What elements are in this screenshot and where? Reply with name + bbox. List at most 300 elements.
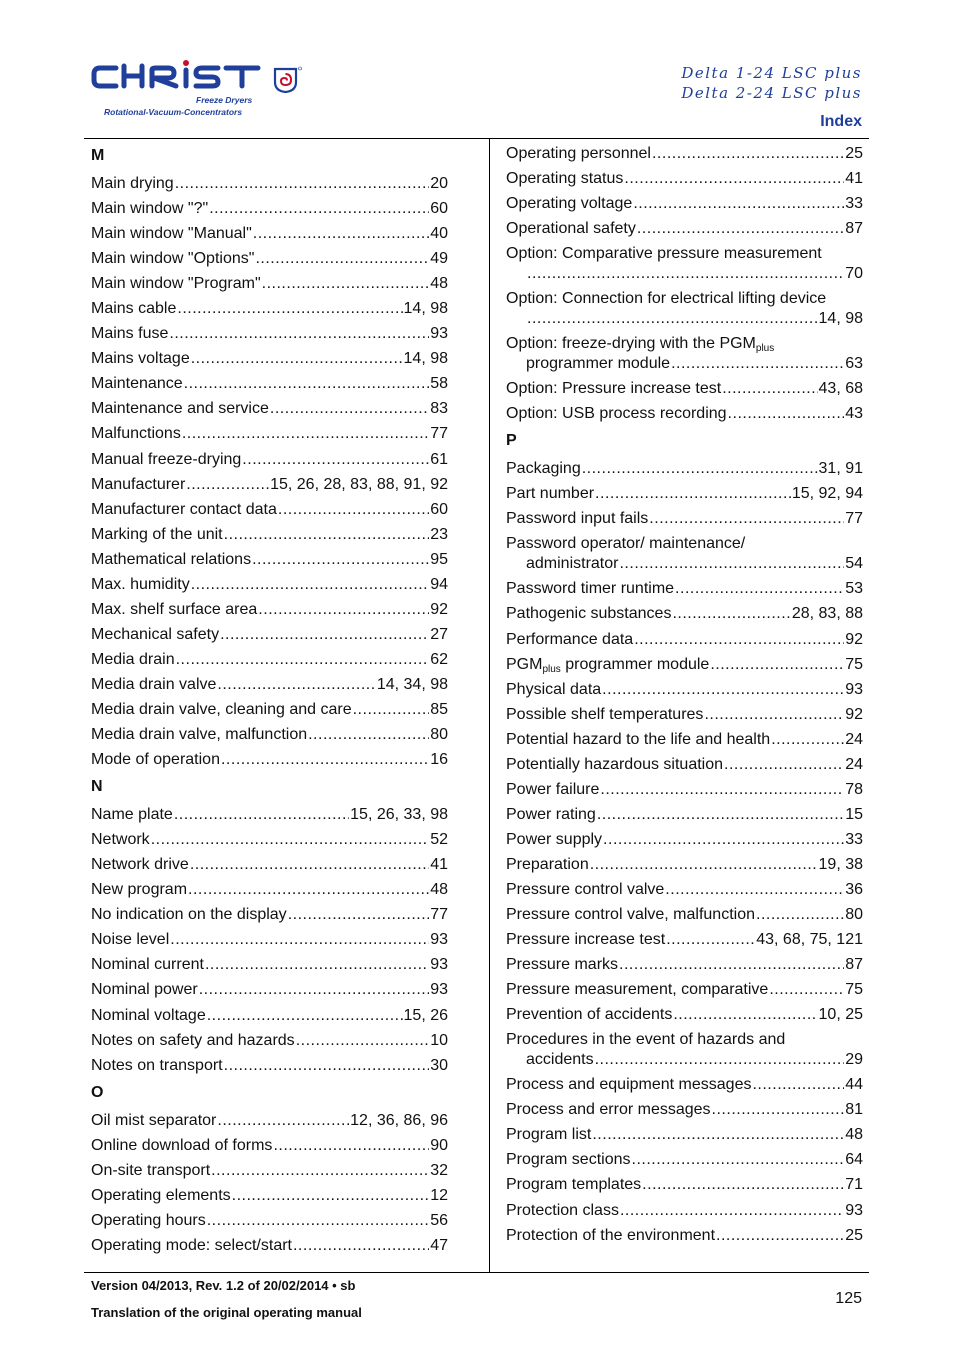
dot-leader xyxy=(270,399,429,419)
dot-leader xyxy=(211,1161,429,1181)
index-entry-pages: 54 xyxy=(845,555,863,573)
index-entry-term-text: Possible shelf temperatures xyxy=(506,705,704,723)
index-entry-pages: 48 xyxy=(845,1126,863,1144)
index-entry xyxy=(506,1030,863,1075)
index-entry-term-text: Nominal current xyxy=(91,956,204,974)
dot-leader xyxy=(221,750,429,770)
index-entry-pages: 93 xyxy=(430,931,448,949)
index-entry-term xyxy=(91,299,176,319)
index-entry-term xyxy=(506,630,633,650)
index-entry-term xyxy=(91,249,254,269)
index-entry-term-text: Main window "Options" xyxy=(91,250,255,268)
index-entry-term xyxy=(91,324,168,344)
index-entry-term xyxy=(506,1030,863,1050)
dot-leader xyxy=(176,650,430,670)
index-entry-term-text: Process and error messages xyxy=(506,1101,711,1119)
dot-leader xyxy=(191,349,403,369)
index-entry xyxy=(91,174,448,199)
dot-leader xyxy=(619,554,844,574)
dot-leader xyxy=(671,354,844,374)
index-entry-term-text: Network xyxy=(91,831,150,849)
dot-leader xyxy=(632,1150,845,1170)
index-entry-term-text: Part number xyxy=(506,485,595,503)
index-entry xyxy=(506,604,863,629)
index-entry-term xyxy=(91,750,220,770)
index-entry-pages: 15, 26, 33, 98 xyxy=(350,806,448,824)
footer-divider xyxy=(84,1272,869,1273)
index-entry-term xyxy=(506,1175,641,1195)
index-entry xyxy=(91,1006,448,1031)
index-entry xyxy=(506,780,863,805)
dot-leader xyxy=(255,249,429,269)
index-entry-pages: 48 xyxy=(430,275,448,293)
index-entry-term xyxy=(91,855,189,875)
index-entry xyxy=(506,855,863,880)
dot-leader xyxy=(769,980,844,1000)
index-entry xyxy=(91,805,448,830)
index-entry-term xyxy=(506,805,596,825)
index-entry xyxy=(91,575,448,600)
dot-leader xyxy=(620,1201,844,1221)
index-entry-term-text: Max. shelf surface area xyxy=(91,600,258,618)
index-entry-pages: 90 xyxy=(430,1136,448,1154)
index-entry xyxy=(506,484,863,509)
index-entry-term-text: Media drain valve, malfunction xyxy=(91,726,308,744)
dot-leader xyxy=(673,1005,817,1025)
dot-leader xyxy=(353,700,430,720)
index-entry-term xyxy=(91,424,181,444)
index-entry-term-text: Operating elements xyxy=(91,1186,231,1204)
index-entry-term-text: Protection class xyxy=(506,1201,619,1219)
index-column-right xyxy=(506,144,863,1251)
dot-leader xyxy=(186,475,269,495)
dot-leader xyxy=(712,1100,845,1120)
index-entry-term xyxy=(91,700,352,720)
dot-leader xyxy=(175,174,430,194)
index-entry xyxy=(506,1201,863,1226)
index-entry-continuation xyxy=(506,1050,863,1070)
index-entry-term xyxy=(506,1075,751,1095)
index-entry-term xyxy=(506,244,863,264)
footer-translation: Translation of the original operating manual xyxy=(91,1305,362,1320)
dot-leader xyxy=(602,680,844,700)
index-entry-term xyxy=(506,1125,591,1145)
index-entry-term-text: Mains cable xyxy=(91,300,177,318)
index-entry-pages: 12, 36, 86, 96 xyxy=(350,1111,448,1129)
dot-leader xyxy=(293,1236,429,1256)
index-entry-pages: 15, 26 xyxy=(403,1006,448,1024)
index-entry-term xyxy=(506,169,623,189)
index-entry-term xyxy=(91,955,204,975)
index-entry-term xyxy=(506,1005,672,1025)
index-entry-pages: 77 xyxy=(430,425,448,443)
index-entry-term-text: Password operator/ maintenance/ xyxy=(506,535,746,553)
index-entry-pages: 25 xyxy=(845,1226,863,1244)
index-entry xyxy=(506,1005,863,1030)
index-entry-term xyxy=(91,675,216,695)
index-entry-term-text: Preparation xyxy=(506,855,589,873)
index-entry xyxy=(506,930,863,955)
index-entry xyxy=(91,399,448,424)
index-entry-term-text: Maintenance and service xyxy=(91,400,269,418)
index-entry-term xyxy=(91,830,150,850)
index-entry xyxy=(91,475,448,500)
index-entry-pages: 60 xyxy=(430,500,448,518)
index-entry xyxy=(506,1125,863,1150)
index-entry-term xyxy=(506,705,703,725)
index-entry-term-text: Media drain valve xyxy=(91,675,217,693)
index-entry-pages: 30 xyxy=(430,1056,448,1074)
index-entry-pages: 32 xyxy=(430,1161,448,1179)
index-entry xyxy=(506,1075,863,1100)
index-entry-term-text: Program sections xyxy=(506,1151,631,1169)
dot-leader xyxy=(190,855,429,875)
index-entry-term xyxy=(506,655,709,675)
index-entry xyxy=(91,600,448,625)
index-entry-term xyxy=(91,725,307,745)
index-entry-term xyxy=(506,534,863,554)
dot-leader xyxy=(649,509,844,529)
index-entry xyxy=(506,905,863,930)
index-entry-term-text: Online download of forms xyxy=(91,1136,273,1154)
index-entry xyxy=(91,700,448,725)
dot-leader xyxy=(637,219,844,239)
index-entry-term-continued: accidents xyxy=(526,1051,594,1069)
index-entry-pages: 28, 83, 88 xyxy=(791,605,863,623)
dot-leader xyxy=(603,830,844,850)
index-entry xyxy=(506,579,863,604)
index-entry-term xyxy=(91,274,261,294)
dot-leader xyxy=(217,675,375,695)
index-entry-term xyxy=(91,1056,223,1076)
index-entry-term-text: Marking of the unit xyxy=(91,525,223,543)
index-entry-pages: 92 xyxy=(430,600,448,618)
dot-leader xyxy=(724,755,844,775)
index-entry-term xyxy=(506,509,648,529)
index-entry-term xyxy=(91,905,287,925)
index-entry-pages: 77 xyxy=(845,510,863,528)
dot-leader xyxy=(220,625,429,645)
index-entry-pages: 63 xyxy=(845,355,863,373)
index-entry-pages: 93 xyxy=(430,981,448,999)
index-entry xyxy=(91,1031,448,1056)
index-entry xyxy=(91,1136,448,1161)
index-entry-continuation xyxy=(506,264,863,284)
index-entry-term-text: Notes on transport xyxy=(91,1056,223,1074)
index-entry-term-text: Option: USB process recording xyxy=(506,405,727,423)
index-entry-term xyxy=(91,930,169,950)
index-entry xyxy=(91,1056,448,1081)
index-entry xyxy=(91,625,448,650)
index-entry-pages: 19, 38 xyxy=(818,855,863,873)
index-entry-term-text: Manufacturer contact data xyxy=(91,500,277,518)
dot-leader xyxy=(224,1056,430,1076)
index-entry-pages: 94 xyxy=(430,575,448,593)
index-entry xyxy=(91,199,448,224)
dot-leader xyxy=(756,905,844,925)
dot-leader xyxy=(595,484,791,504)
index-entry-pages: 95 xyxy=(430,550,448,568)
index-entry-term xyxy=(506,830,602,850)
dot-leader xyxy=(288,905,430,925)
index-entry-term-text: Operating mode: select/start xyxy=(91,1236,292,1254)
index-entry-pages: 93 xyxy=(430,956,448,974)
index-entry xyxy=(91,349,448,374)
index-entry-pages: 44 xyxy=(845,1076,863,1094)
index-entry-term-text: Max. humidity xyxy=(91,575,190,593)
index-entry xyxy=(91,650,448,675)
index-entry-pages: 15, 26, 28, 83, 88, 91, 92 xyxy=(270,475,448,493)
index-entry xyxy=(506,980,863,1005)
index-entry-pages: 52 xyxy=(430,831,448,849)
index-entry-pages: 23 xyxy=(430,525,448,543)
index-entry-pages: 78 xyxy=(845,780,863,798)
dot-leader xyxy=(771,730,844,750)
index-entry xyxy=(91,424,448,449)
index-entry-term xyxy=(506,334,863,354)
dot-leader xyxy=(308,725,429,745)
dot-leader xyxy=(634,630,844,650)
dot-leader xyxy=(273,1136,429,1156)
index-letter-heading: P xyxy=(506,432,517,450)
dot-leader xyxy=(207,1211,429,1231)
index-entry-pages: 58 xyxy=(430,375,448,393)
index-entry-term-text: Pressure measurement, comparative xyxy=(506,981,769,999)
index-entry-term xyxy=(506,980,768,1000)
index-entry-term xyxy=(91,399,269,419)
dot-leader xyxy=(217,1111,349,1131)
dot-leader xyxy=(278,500,429,520)
index-entry-term-text: Pressure control valve, malfunction xyxy=(506,906,755,924)
index-entry-pages: 75 xyxy=(845,981,863,999)
index-entry-term-text: New program xyxy=(91,881,188,899)
index-entry-term-text: Program list xyxy=(506,1126,592,1144)
index-entry-pages: 62 xyxy=(430,650,448,668)
dot-leader xyxy=(151,830,430,850)
index-entry-pages: 15 xyxy=(845,805,863,823)
index-entry-pages: 81 xyxy=(845,1101,863,1119)
index-entry-term-text: Protection of the environment xyxy=(506,1226,716,1244)
index-entry-term-text: Manual freeze-drying xyxy=(91,450,242,468)
index-entry-pages: 33 xyxy=(845,195,863,213)
dot-leader xyxy=(242,450,429,470)
section-title: Index xyxy=(820,113,862,130)
index-entry-term xyxy=(91,600,257,620)
index-entry-term xyxy=(506,955,618,975)
index-entry xyxy=(91,980,448,1005)
index-entry-term xyxy=(506,579,674,599)
index-entry-term xyxy=(506,194,632,214)
index-entry-term-text: Media drain xyxy=(91,650,175,668)
index-entry-pages: 14, 98 xyxy=(403,350,448,368)
index-entry-term xyxy=(91,525,223,545)
index-entry-term xyxy=(91,1111,216,1131)
index-entry-term-text: Oil mist separator xyxy=(91,1111,217,1129)
dot-leader xyxy=(252,550,429,570)
index-entry xyxy=(506,379,863,404)
index-entry xyxy=(91,830,448,855)
index-entry-continuation xyxy=(506,554,863,574)
index-entry-term xyxy=(506,905,755,925)
index-entry-term-text: Pressure increase test xyxy=(506,931,666,949)
index-entry-pages: 83 xyxy=(430,400,448,418)
index-entry xyxy=(91,525,448,550)
dot-leader xyxy=(666,930,755,950)
index-entry-term-text: Notes on safety and hazards xyxy=(91,1031,295,1049)
index-entry-pages: 87 xyxy=(845,956,863,974)
dot-leader xyxy=(582,459,818,479)
index-entry-pages: 64 xyxy=(845,1151,863,1169)
index-entry-term xyxy=(91,500,277,520)
index-entry-term xyxy=(91,199,208,219)
dot-leader xyxy=(675,579,844,599)
index-entry-term xyxy=(506,880,664,900)
index-entry-pages: 71 xyxy=(845,1176,863,1194)
index-entry-pages: 14, 34, 98 xyxy=(376,675,448,693)
index-entry-term-text: Option: Comparative pressure measurement xyxy=(506,245,822,263)
index-entry-term-text: Main window "Program" xyxy=(91,275,261,293)
dot-leader xyxy=(182,424,429,444)
index-entry-term-text: Manufacturer xyxy=(91,475,186,493)
index-entry-term xyxy=(506,459,581,479)
index-entry-pages: 36 xyxy=(845,880,863,898)
index-entry xyxy=(506,880,863,905)
index-entry-term xyxy=(506,780,599,800)
index-entry xyxy=(506,244,863,289)
dot-leader xyxy=(188,880,429,900)
index-entry-term-text: Program templates xyxy=(506,1176,642,1194)
index-entry-pages: 93 xyxy=(430,325,448,343)
dot-leader xyxy=(209,199,429,219)
index-entry xyxy=(506,755,863,780)
index-entry xyxy=(506,830,863,855)
index-entry-term xyxy=(91,1031,295,1051)
dot-leader xyxy=(174,805,349,825)
index-entry xyxy=(91,905,448,930)
index-entry-term-text: Power rating xyxy=(506,805,596,823)
index-entry-term xyxy=(91,1186,231,1206)
index-entry-term xyxy=(506,604,671,624)
dot-leader xyxy=(590,855,818,875)
index-entry-pages: 31, 91 xyxy=(818,460,863,478)
dot-leader xyxy=(665,880,844,900)
index-entry-term-text: Operating hours xyxy=(91,1211,206,1229)
christ-emblem-icon xyxy=(272,66,302,94)
index-entry-term-continued: programmer module xyxy=(526,355,671,373)
index-entry xyxy=(506,534,863,579)
index-entry-term-text: Nominal power xyxy=(91,981,198,999)
index-entry xyxy=(506,144,863,169)
index-entry xyxy=(506,404,863,429)
index-entry-term xyxy=(91,224,252,244)
index-entry-term-text: Procedures in the event of hazards and xyxy=(506,1031,786,1049)
index-entry-pages: 87 xyxy=(845,220,863,238)
index-entry-term xyxy=(91,805,173,825)
page-number: 125 xyxy=(835,1290,862,1307)
index-letter-heading: O xyxy=(91,1083,104,1101)
index-entry-term xyxy=(91,550,251,570)
index-entry-term xyxy=(91,475,185,495)
index-entry-term-text: Malfunctions xyxy=(91,425,181,443)
dot-leader xyxy=(205,955,429,975)
index-entry xyxy=(91,725,448,750)
index-entry-term xyxy=(506,1150,631,1170)
index-entry-pages: 53 xyxy=(845,580,863,598)
index-entry-term xyxy=(506,680,601,700)
index-entry xyxy=(506,459,863,484)
index-entry-pages: 60 xyxy=(430,200,448,218)
index-entry xyxy=(506,630,863,655)
index-entry-term xyxy=(91,1136,272,1156)
dot-leader xyxy=(728,404,845,424)
index-entry-pages: 93 xyxy=(845,1201,863,1219)
index-entry-term-text: Option: freeze-drying with the PGM xyxy=(506,335,756,353)
index-entry xyxy=(91,1236,448,1261)
index-entry-pages: 12 xyxy=(430,1186,448,1204)
logo-subtitle-freeze-dryers: Freeze Dryers xyxy=(196,95,253,105)
index-entry xyxy=(91,1186,448,1211)
index-column-left xyxy=(91,144,448,1261)
index-entry-pages: 80 xyxy=(430,726,448,744)
model-name-1: Delta 1-24 LSC plus xyxy=(681,64,862,82)
dot-leader xyxy=(262,274,430,294)
index-entry xyxy=(91,1111,448,1136)
index-entry-pages: 80 xyxy=(845,906,863,924)
index-entry xyxy=(506,805,863,830)
index-entry xyxy=(91,249,448,274)
index-entry-term-text: Process and equipment messages xyxy=(506,1076,752,1094)
index-entry xyxy=(91,324,448,349)
index-entry-continuation xyxy=(506,309,863,329)
index-entry-pages: 56 xyxy=(430,1211,448,1229)
index-entry-term xyxy=(91,1161,210,1181)
dot-leader xyxy=(704,705,844,725)
logo-subtitle-rvc: Rotational-Vacuum-Concentrators xyxy=(104,107,243,117)
index-entry-term-text: Operating voltage xyxy=(506,195,633,213)
christ-wordmark-icon xyxy=(90,58,270,94)
index-entry-term xyxy=(506,289,863,309)
index-entry-term-text: No indication on the display xyxy=(91,906,287,924)
dot-leader xyxy=(170,930,429,950)
index-entry-term xyxy=(91,349,190,369)
index-entry-term-text: Password timer runtime xyxy=(506,580,675,598)
index-entry xyxy=(506,509,863,534)
index-entry-term-text: Mains fuse xyxy=(91,325,169,343)
index-entry-term xyxy=(506,1201,619,1221)
index-entry-pages: 61 xyxy=(430,450,448,468)
index-entry xyxy=(91,224,448,249)
index-entry-term-text: Pressure marks xyxy=(506,956,619,974)
index-entry-pages: 29 xyxy=(845,1051,863,1069)
dot-leader xyxy=(600,780,844,800)
dot-leader xyxy=(642,1175,844,1195)
index-entry-subscript: plus xyxy=(542,663,561,675)
index-entry xyxy=(506,289,863,334)
index-entry xyxy=(91,374,448,399)
index-entry-term-text: Mode of operation xyxy=(91,751,220,769)
index-entry-term-text: Power supply xyxy=(506,830,603,848)
dot-leader xyxy=(232,1186,430,1206)
dot-leader xyxy=(624,169,844,189)
index-entry xyxy=(91,299,448,324)
index-entry-term-text: Maintenance xyxy=(91,375,183,393)
index-entry-pages: 33 xyxy=(845,830,863,848)
dot-leader xyxy=(527,309,818,329)
index-entry-pages: 43, 68, 75, 121 xyxy=(756,931,863,949)
index-entry xyxy=(91,855,448,880)
index-entry-pages: 14, 98 xyxy=(818,310,863,328)
dot-leader xyxy=(619,955,844,975)
